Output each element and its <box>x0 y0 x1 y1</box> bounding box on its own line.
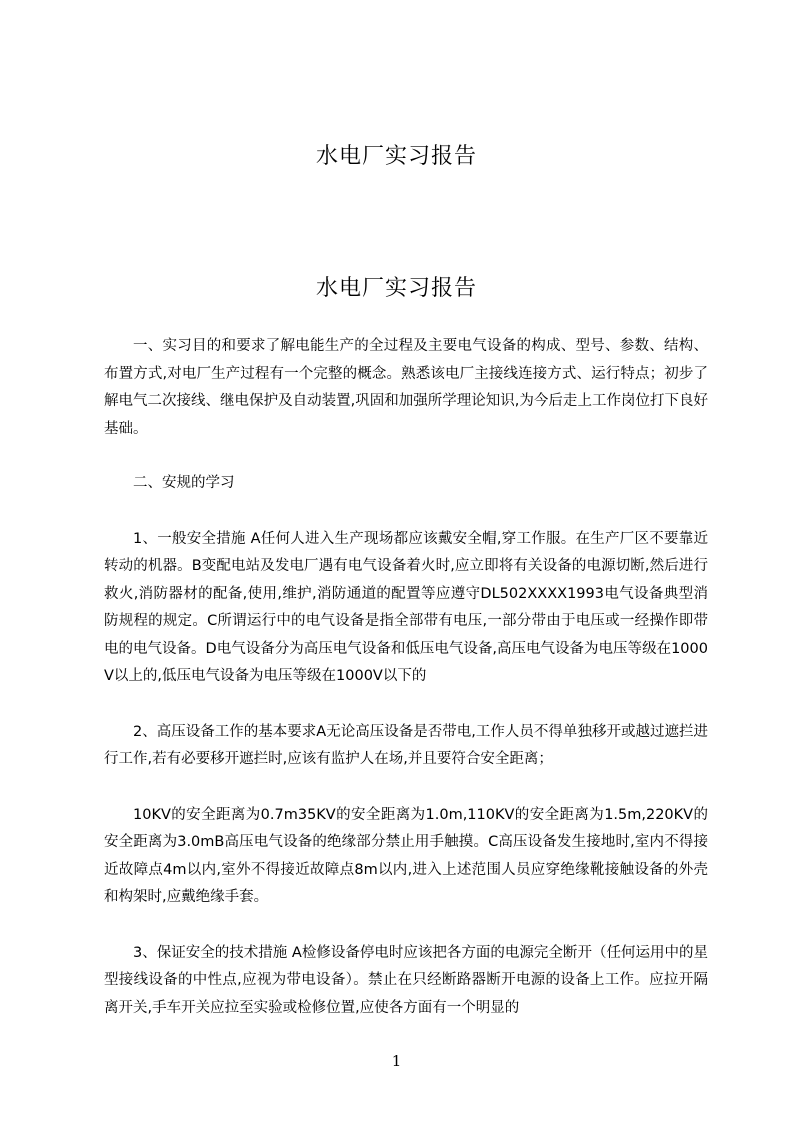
paragraph-high-voltage-requirements: 2、高压设备工作的基本要求A无论高压设备是否带电,工作人员不得单独移开或越过遮拦进行工作,若有必要移开遮拦时,应该有监护人在场,并且要符合安全距离； <box>104 723 708 767</box>
report-title: 水电厂实习报告 <box>315 276 477 301</box>
paragraph-general-safety: 1、一般安全措施 A任何人进入生产现场都应该戴安全帽,穿工作服。在生产厂区不要靠近转动的机器。B变配电站及发电厂遇有电气设备着火时,应立即将有关设备的电源切断,然后进行救火,消防器材的配备,使用,维护,消防通道的配置等应遵守DL502XXXX1993电气设备典型消防规程的规定。C所谓运行中的电气设备是指全部带有电压,一部分带由于电压或一经操作即带电的电气设备。D电气设备分为高压电气设备和低压电气设备,高压电气设备为电压等级在1000V以上的,低压电气设备为电压等级在1000V以下的 <box>104 530 708 684</box>
paragraph-safety-distances: 10KV的安全距离为0.7m35KV的安全距离为1.0m,110KV的安全距离为1.5m,220KV的安全距离为3.0mB高压电气设备的绝缘部分禁止用手触摸。C高压设备发生接地时,室内不得接近故障点4m以内,室外不得接近故障点8m以内,进入上述范围人员应穿绝缘靴接触设备的外壳和构架时,应戴绝缘手套。 <box>104 806 708 905</box>
section-heading-safety-rules: 二、安规的学习 <box>133 475 235 491</box>
paragraph-technical-measures: 3、保证安全的技术措施 A检修设备停电时应该把各方面的电源完全断开（任何运用中的星型接线设备的中性点,应视为带电设备）。禁止在只经断路器断开电源的设备上工作。应拉开隔离开关,手车开关应拉至实验或检修位置,应使各方面有一个明显的 <box>104 944 708 1016</box>
cover-title: 水电厂实习报告 <box>315 144 477 169</box>
page-number: 1 <box>391 1052 402 1070</box>
report-body <box>104 333 708 1022</box>
paragraph-objectives: 一、实习目的和要求了解电能生产的全过程及主要电气设备的构成、型号、参数、结构、布置方式,对电厂生产过程有一个完整的概念。熟悉该电厂主接线连接方式、运行特点；初步了解电气二次接线、继电保护及自动装置,巩固和加强所学理论知识,为今后走上工作岗位打下良好基础。 <box>104 338 708 437</box>
